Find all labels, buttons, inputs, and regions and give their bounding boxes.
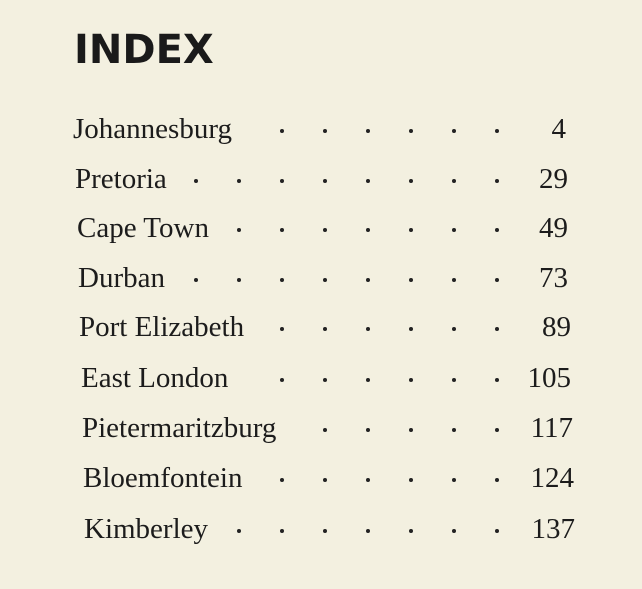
entry-name: Johannesburg	[73, 113, 232, 145]
leader-dot	[366, 378, 370, 382]
leader-dot	[280, 228, 284, 232]
index-entry	[79, 310, 571, 344]
index-entry	[84, 512, 575, 546]
leader-dot	[366, 428, 370, 432]
leader-dot	[366, 529, 370, 533]
index-entry	[73, 112, 566, 146]
leader-dot	[280, 327, 284, 331]
leader-dot	[280, 478, 284, 482]
leader-dot	[409, 228, 413, 232]
entry-name: Cape Town	[77, 212, 209, 244]
entry-page-number: 73	[539, 262, 568, 294]
leader-dot	[409, 428, 413, 432]
index-entry	[82, 411, 573, 445]
leader-dot	[452, 179, 456, 183]
leader-dot	[323, 179, 327, 183]
leader-dot	[323, 278, 327, 282]
leader-dot	[366, 228, 370, 232]
entry-page-number: 124	[530, 462, 574, 494]
leader-dot	[323, 378, 327, 382]
leader-dot	[452, 378, 456, 382]
leader-dot	[452, 327, 456, 331]
leader-dot	[409, 529, 413, 533]
entry-name: Port Elizabeth	[79, 311, 245, 343]
leader-dot	[495, 529, 499, 533]
leader-dot	[237, 529, 241, 533]
leader-dot	[409, 378, 413, 382]
entry-name: Pietermaritzburg	[82, 412, 277, 444]
leader-dot	[409, 179, 413, 183]
leader-dot	[495, 428, 499, 432]
leader-dot	[323, 327, 327, 331]
entry-name: Durban	[78, 262, 165, 294]
leader-dot	[366, 478, 370, 482]
entry-name: Kimberley	[84, 513, 209, 545]
index-entry	[77, 211, 568, 245]
leader-dot	[366, 327, 370, 331]
index-entry	[83, 461, 574, 495]
leader-dot	[280, 378, 284, 382]
leader-dot	[366, 278, 370, 282]
entry-page-number: 49	[539, 212, 568, 244]
leader-dot	[237, 278, 241, 282]
leader-dot	[323, 129, 327, 133]
index-entry	[81, 361, 571, 395]
leader-dot	[194, 278, 198, 282]
leader-dot	[452, 129, 456, 133]
leader-dot	[452, 278, 456, 282]
entry-page-number: 137	[531, 513, 575, 545]
leader-dot	[409, 327, 413, 331]
index-entry	[78, 261, 568, 295]
leader-dot	[323, 228, 327, 232]
entry-page-number: 105	[527, 362, 571, 394]
leader-dot	[323, 478, 327, 482]
entry-name: Pretoria	[75, 163, 167, 195]
leader-dot	[495, 327, 499, 331]
leader-dot	[366, 129, 370, 133]
leader-dot	[495, 129, 499, 133]
leader-dot	[323, 529, 327, 533]
index-entry	[75, 162, 568, 196]
leader-dot	[495, 278, 499, 282]
leader-dot	[452, 529, 456, 533]
leader-dot	[280, 179, 284, 183]
entry-page-number: 4	[551, 113, 566, 145]
page-title: INDEX	[74, 27, 214, 73]
leader-dot	[366, 179, 370, 183]
leader-dot	[495, 378, 499, 382]
leader-dot	[495, 478, 499, 482]
leader-dot	[409, 129, 413, 133]
entry-name: Bloemfontein	[83, 462, 243, 494]
leader-dot	[495, 179, 499, 183]
leader-dot	[452, 428, 456, 432]
leader-dot	[280, 129, 284, 133]
leader-dot	[323, 428, 327, 432]
entry-page-number: 89	[542, 311, 571, 343]
leader-dot	[280, 278, 284, 282]
leader-dot	[452, 478, 456, 482]
leader-dot	[194, 179, 198, 183]
leader-dot	[237, 228, 241, 232]
entry-page-number: 117	[530, 412, 573, 444]
leader-dot	[280, 529, 284, 533]
leader-dot	[237, 179, 241, 183]
leader-dot	[409, 478, 413, 482]
leader-dot	[495, 228, 499, 232]
entry-page-number: 29	[539, 163, 568, 195]
leader-dot	[409, 278, 413, 282]
leader-dot	[452, 228, 456, 232]
entry-name: East London	[81, 362, 229, 394]
